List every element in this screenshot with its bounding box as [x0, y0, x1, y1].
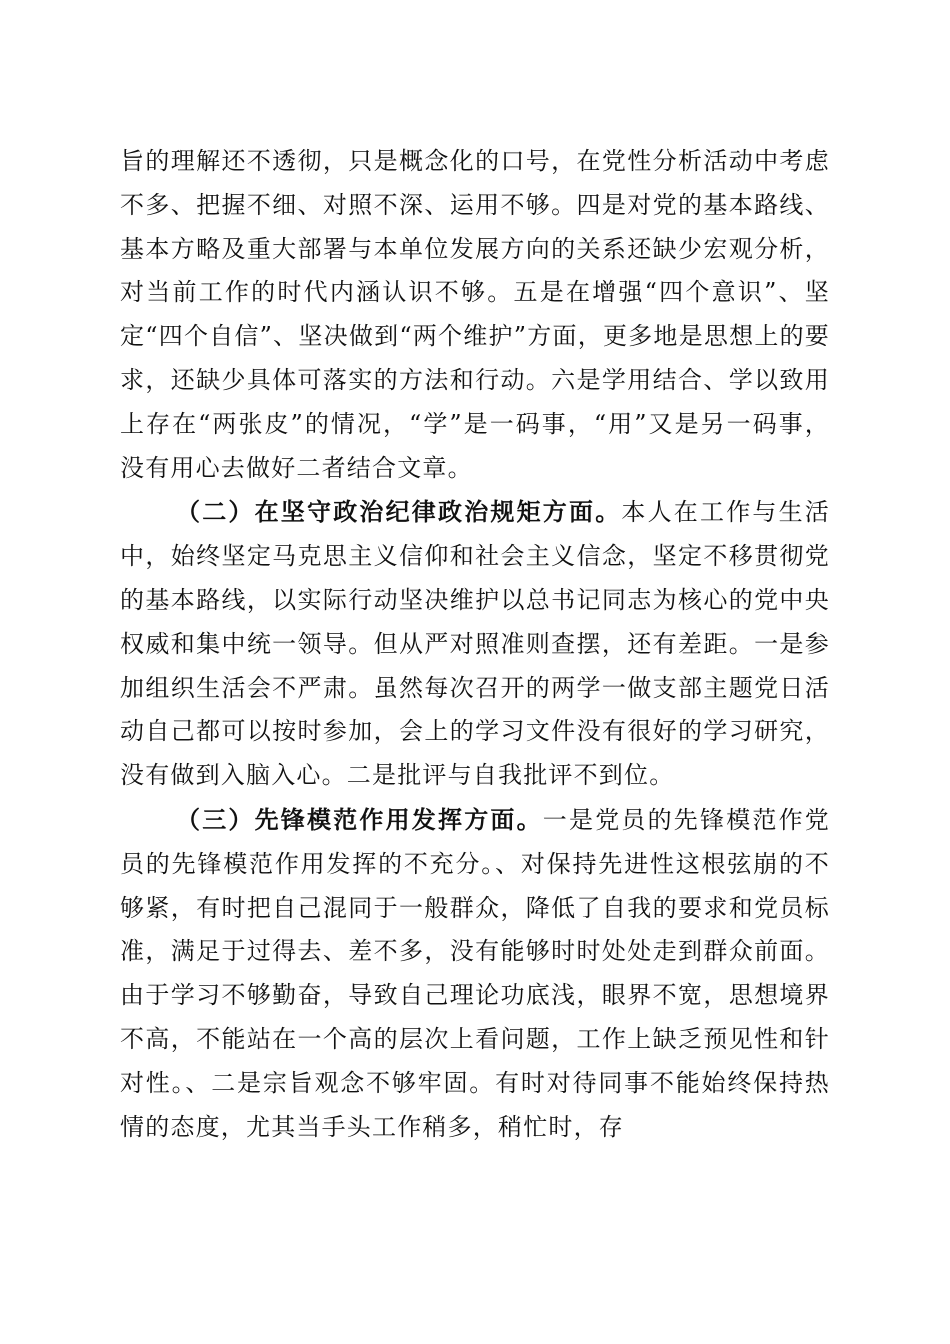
- paragraph-political-discipline: [120, 490, 830, 798]
- paragraph-text: 旨的理解还不透彻，只是概念化的口号，在党性分析活动中考虑不多、把握不细、对照不深、运用不够。四是对党的基本路线、基本方略及重大部署与本单位发展方向的关系还缺少宏观分析，对当前工作的时代内涵认识不够。五是在增强“四个意识”、坚定“四个自信”、坚决做到“两个维护”方面，更多地是思想上的要求，还缺少具体可落实的方法和行动。六是学用结合、学以致用上存在“两张皮”的情况，“学”是一码事，“用”又是另一码事，没有用心去做好二者结合文章。: [120, 147, 830, 482]
- paragraph-continuation: [120, 140, 830, 490]
- document-body: [120, 140, 830, 1149]
- paragraph-text: 一是党员的先锋模范作党员的先锋模范作用发挥的不充分。、对保持先进性这根弦崩的不够紧，有时把自己混同于一般群众，降低了自我的要求和党员标准，满足于过得去、差不多，没有能够时时处处走到群众前面。由于学习不够勤奋，导致自己理论功底浅，眼界不宽，思想境界不高，不能站在一个高的层次上看问题，工作上缺乏预见性和针对性。、二是宗旨观念不够牢固。有时对待同事不能始终保持热情的态度，尤其当手头工作稍多，稍忙时，存: [120, 805, 830, 1141]
- section-heading-vanguard-role: （三）先锋模范作用发挥方面。: [176, 804, 543, 834]
- paragraph-text: 本人在工作与生活中，始终坚定马克思主义信仰和社会主义信念，坚定不移贯彻党的基本路线，以实际行动坚决维护以总书记同志为核心的党中央权威和集中统一领导。但从严对照准则查摆，还有差距。一是参加组织生活会不严肃。虽然每次召开的两学一做支部主题党日活动自己都可以按时参加，会上的学习文件没有很好的学习研究，没有做到入脑入心。二是批评与自我批评不到位。: [120, 498, 830, 790]
- paragraph-vanguard-role: [120, 798, 830, 1149]
- section-heading-political-discipline: （二）在坚守政治纪律政治规矩方面。: [176, 497, 622, 527]
